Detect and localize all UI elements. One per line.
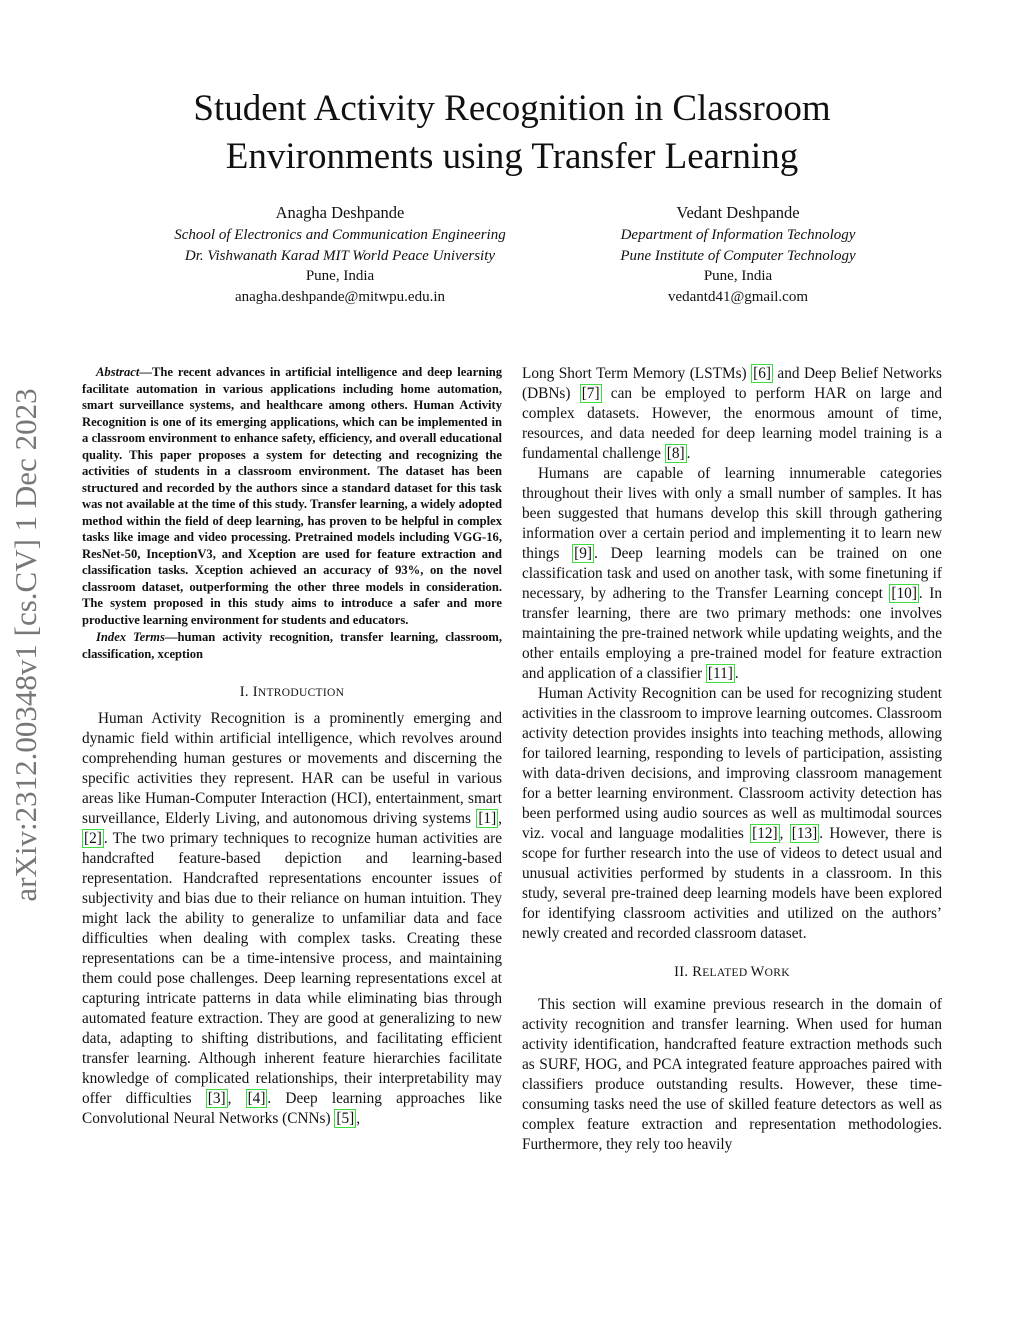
body-paragraph [522, 684, 942, 944]
citation-link[interactable]: [3] [207, 1090, 226, 1107]
index-terms [82, 629, 502, 662]
author-block-1 [130, 202, 550, 307]
citation-link[interactable]: [12] [752, 825, 778, 842]
author-institution: Pune Institute of Computer Technology [620, 247, 856, 264]
text-run: Long Short Term Memory (LSTMs) [522, 365, 752, 382]
body-paragraph [522, 364, 942, 464]
author-location: Pune, India [305, 268, 375, 284]
text-run: . The two primary techniques to recognize human activities are handcrafted feature-based depiction and learning-based representation. Handcrafted representations encounter issues of subjectivity and bias due to their reliance on human intuition. They might lack the ability to generalize to unfamiliar data and face difficulties when dealing with complex tasks. Creating these representations can be a time-intensive process, and maintaining them could pose challenges. Deep learning representations excel at capturing intricate patterns in data while eliminating bias through automated feature extraction. They are good at generalizing to new data, adapting to shifting distributions, and facilitating efficient transfer learning. Although inherent feature hierarchies facilitate knowledge of complicated relationships, their interpretability may offer difficulties [82, 830, 502, 1107]
text-run: . However, there is scope for further research into the use of videos to detect usual and unusual activities performed by students in a classroom. In this study, several pre-trained deep learning models have been explored for identifying classroom activities and utilized on the authors’ newly created and recorded classroom dataset. [522, 825, 942, 942]
section-heading-introduction [82, 684, 502, 701]
text-run: . Deep learning models can be trained on one classification task and used on another task, with some finetuning if necessary, by adhering to the Transfer Learning concept [522, 545, 942, 602]
text-run: , [356, 1110, 361, 1127]
text-run: Human Activity Recognition is a prominently emerging and dynamic field within artificial intelligence, which revolves around comprehending human gestures or movements and discerning the specific activities they represent. HAR can be useful in various areas like Human-Computer Interaction (HCI), entertainment, smart surveillance, Elderly Living, and autonomous driving systems [82, 710, 502, 827]
citation-link[interactable]: [10] [891, 585, 917, 602]
text-run: can be employed to perform HAR on large and complex datasets. However, the enormous amount of time, resources, and data needed for deep learning model training is a fundamental challenge [522, 385, 943, 462]
arxiv-sidebar [0, 355, 52, 935]
section-number: I. [239, 684, 253, 700]
title-line-1: Student Activity Recognition in Classroom [193, 88, 831, 129]
index-terms-label: Index Terms [96, 630, 165, 644]
text-run: and Deep Belief Networks (DBNs) [522, 365, 942, 402]
left-column [82, 364, 502, 1129]
citation-link[interactable]: [1] [478, 810, 497, 827]
text-run: , [779, 825, 790, 842]
author-block-2 [528, 202, 948, 307]
citation-link[interactable]: [2] [84, 830, 102, 847]
text-run: , [498, 810, 502, 827]
author-affiliation: School of Electronics and Communication Engineering [174, 227, 506, 243]
text-run: . [686, 445, 691, 462]
citation-link[interactable]: [8] [666, 445, 685, 462]
author-affiliation: Department of Information Technology [620, 227, 856, 243]
title-line-2: Environments using Transfer Learning [225, 136, 799, 177]
index-terms-text: —human activity recognition, transfer learning, classroom, classification, xception [82, 630, 503, 661]
section-rest: NTRODUCTION [257, 687, 345, 699]
section-heading-related-work [522, 964, 942, 981]
abstract-text: —The recent advances in artificial intelligence and deep learning facilitate automation in various applications including home automation, smart surveillance systems, and healthcare among others. Human Activity Recognition is one of its emerging applications, which can be implemented in a classroom environment to enhance safety, efficiency, and overall educational quality. This paper proposes a system for detecting and recognizing the activities of students in a classroom environment. The dataset has been structured and recorded by the authors since a standard dataset for this task was not available at the time of this study. Transfer learning, a widely adopted method within the field of deep learning, has proven to be helpful in complex tasks like image and video processing. Pretrained models including VGG-16, ResNet-50, InceptionV3, and Xception are used for feature extraction and classification tasks. Xception achieved an accuracy of 93%, on the novel classroom dataset, outperforming the other three models in consideration. The system proposed in this study aims to introduce a safer and more productive learning environment for students and educators. [82, 365, 502, 627]
section-cap: I [252, 684, 258, 700]
citation-link[interactable]: [4] [247, 1090, 266, 1107]
author-email: anagha.deshpande@mitwpu.edu.in [234, 288, 445, 305]
citation-link[interactable]: [11] [707, 665, 733, 682]
citation-link[interactable]: [13] [791, 825, 818, 842]
author-name: Vedant Deshpande [676, 203, 800, 222]
related-work-paragraph: This section will examine previous research in the domain of activity recognition and transfer learning. When used for human activity identification, handcrafted feature extraction methods such as SURF, HOG, and PCA integrated feature approaches paired with classifiers produce outstanding results. However, these time-consuming tasks need the use of skilled feature detectors as well as complex feature extraction and representation methodologies. Furthermore, they rely too heavily [522, 996, 942, 1153]
author-email: vedantd41@gmail.com [667, 288, 809, 305]
intro-paragraph [82, 709, 502, 1129]
section-cap: W [750, 964, 765, 980]
author-institution: Dr. Vishwanath Karad MIT World Peace University [184, 247, 496, 264]
citation-link[interactable]: [7] [581, 385, 600, 402]
section-rest: ELATED [702, 967, 751, 979]
text-run: Humans are capable of learning innumerable categories throughout their lives with only a small number of samples. It has been suggested that humans develop this skill through gathering information over a certain period and implementing it to learn new things [522, 465, 942, 562]
text-run: , [227, 1090, 246, 1107]
text-run: . Deep learning approaches like Convolutional Neural Networks (CNNs) [82, 1090, 502, 1127]
author-name: Anagha Deshpande [275, 203, 405, 222]
author-location: Pune, India [703, 268, 773, 284]
text-run: Human Activity Recognition can be used for recognizing student activities in the classroom to improve learning outcomes. Classroom activity detection provides insights into teaching methods, allowing for tailored learning, responding to levels of participation, assisting with data-driven decisions, and improving classroom management for a better learning environment. Classroom activity detection has been performed using audio sources as well as multimodal sources viz. vocal and language modalities [522, 685, 942, 842]
citation-link[interactable]: [9] [574, 545, 592, 562]
text-run: . [734, 665, 739, 682]
citation-link[interactable]: [6] [753, 365, 771, 382]
arxiv-identifier: arXiv:2312.00348v1 [cs.CV] 1 Dec 2023 [8, 388, 43, 902]
abstract [82, 364, 502, 628]
citation-link[interactable]: [5] [336, 1110, 355, 1127]
right-column [522, 364, 942, 1155]
section-cap: R [692, 964, 703, 980]
text-run: . In transfer learning, there are two primary methods: one involves maintaining the pre-trained network while updating weights, and the other entails employing a pre-trained model for feature extraction and application of a classifier [522, 585, 942, 682]
body-paragraph [522, 464, 942, 684]
abstract-label: Abstract [96, 365, 140, 379]
section-number: II. [674, 964, 693, 980]
paper-title [0, 85, 1024, 181]
section-rest: ORK [764, 967, 790, 979]
